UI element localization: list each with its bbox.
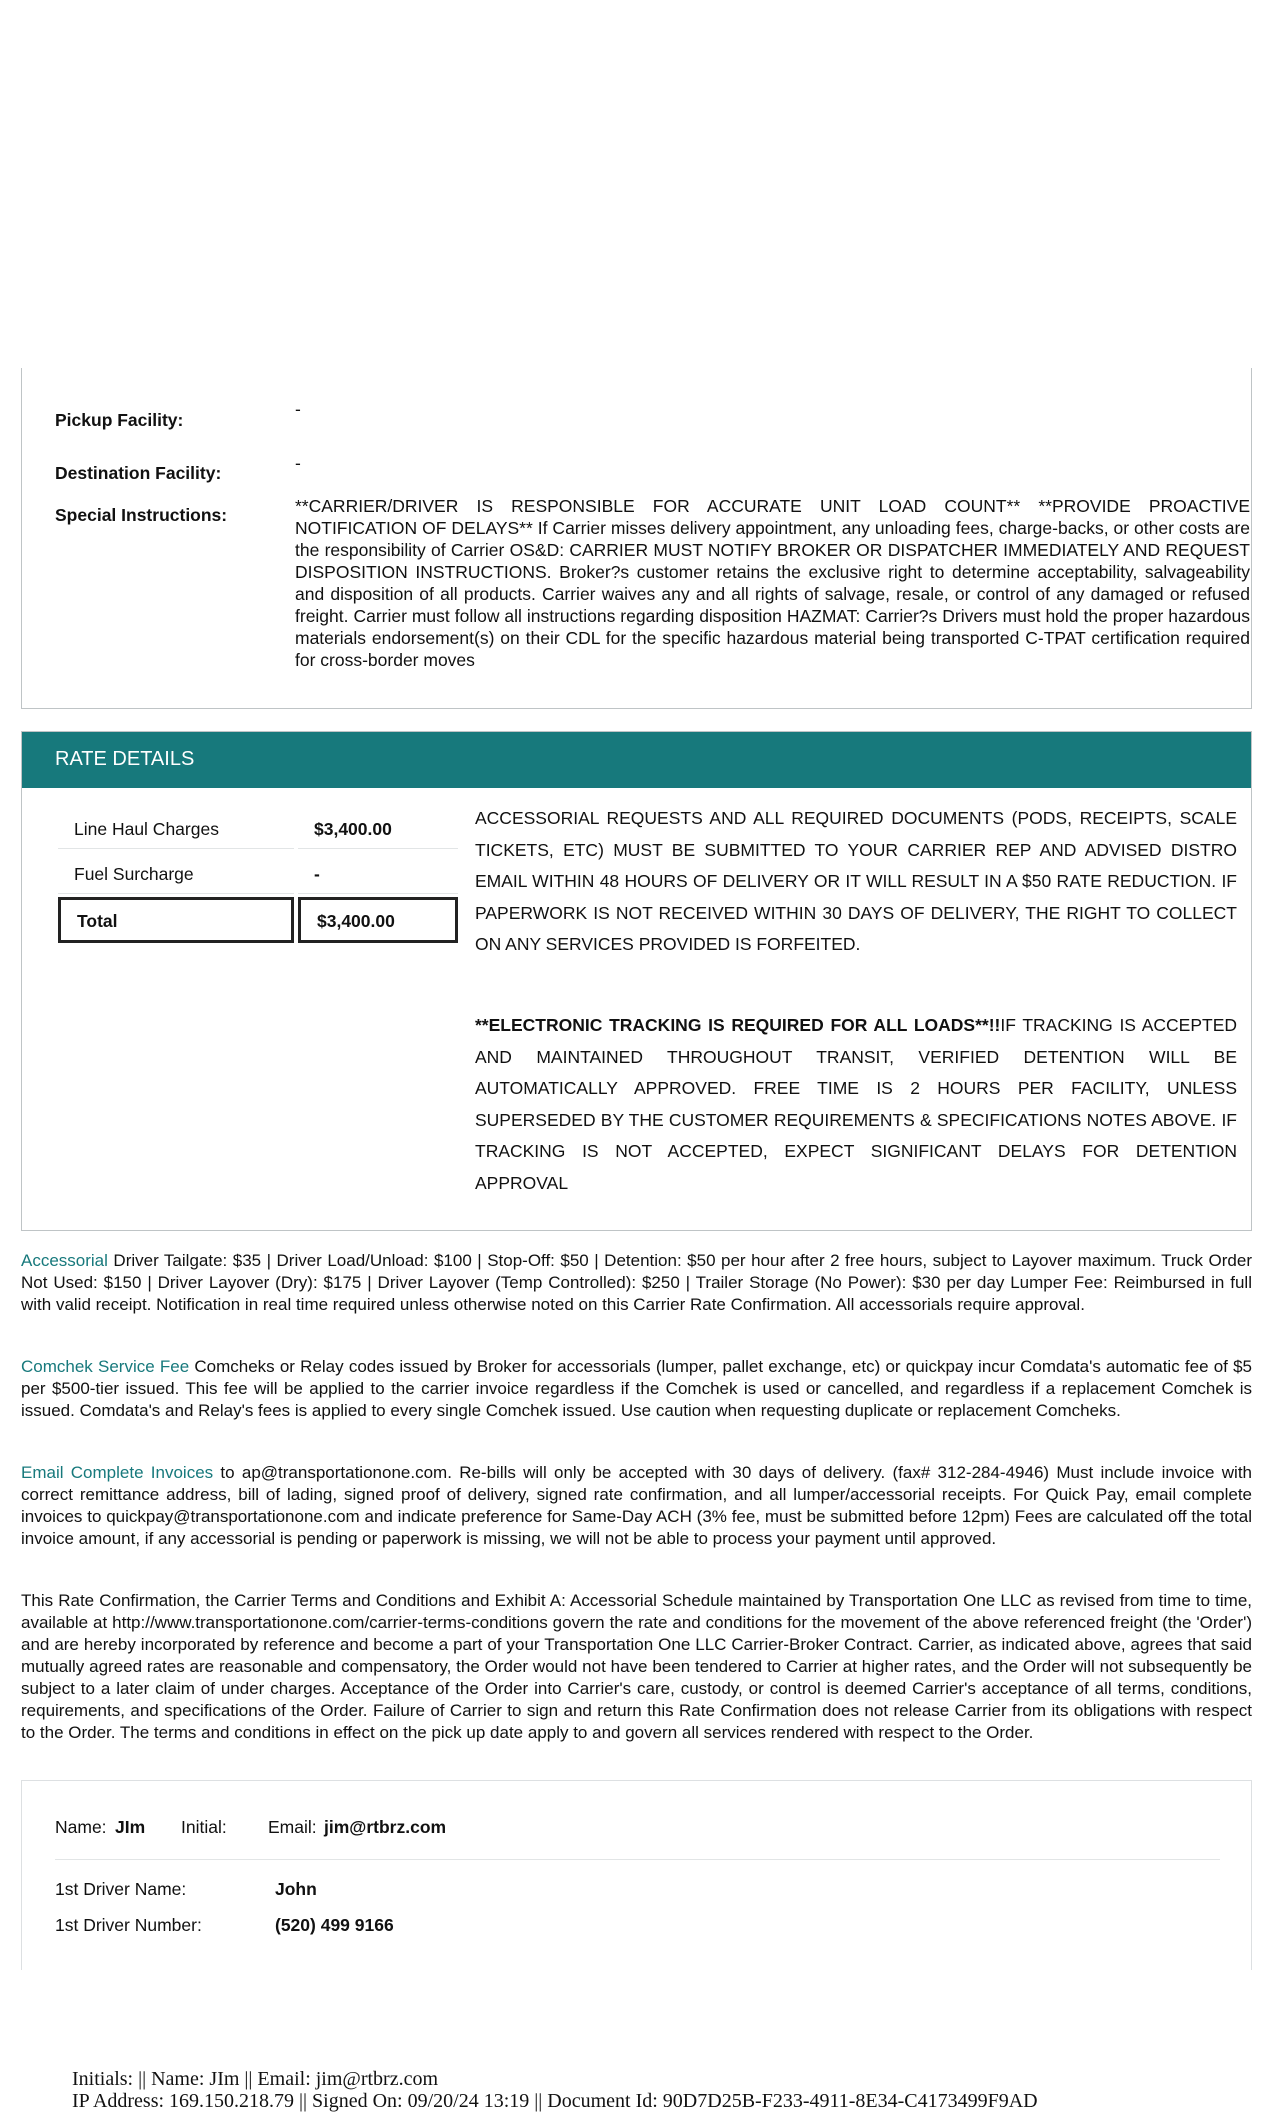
invoice-paragraph bbox=[21, 1462, 1252, 1550]
destination-facility-label: Destination Facility: bbox=[55, 463, 222, 483]
signer-email-label: Email: bbox=[268, 1817, 317, 1837]
signer-name-value: JIm bbox=[115, 1817, 146, 1837]
total-label: Total bbox=[77, 911, 118, 931]
tracking-notice-text: IF TRACKING IS ACCEPTED AND MAINTAINED THROUGHOUT TRANSIT, VERIFIED DETENTION WILL BE AUTOMATICALLY APPROVED. FREE TIME IS 2 HOURS PER FACILITY, UNLESS SUPERSEDED BY THE CUSTOMER REQUIREMENTS & SPECIFICATIONS NOTES ABOVE. IF TRACKING IS NOT ACCEPTED, EXPECT SIGNIFICANT DELAYS FOR DETENTION APPROVAL bbox=[475, 1015, 1238, 1193]
line-haul-value: $3,400.00 bbox=[314, 819, 392, 839]
signer-email-value: jim@rtbrz.com bbox=[324, 1817, 447, 1837]
signer-name-label: Name: bbox=[55, 1817, 107, 1837]
accessorial-paragraph bbox=[21, 1250, 1252, 1316]
facility-section bbox=[21, 368, 1252, 709]
signature-footer bbox=[72, 2068, 1038, 2112]
pickup-facility-value: - bbox=[295, 399, 301, 419]
invoice-title: Email Complete Invoices bbox=[21, 1463, 214, 1482]
fuel-surcharge-value: - bbox=[314, 864, 320, 884]
signature-divider bbox=[55, 1859, 1220, 1860]
special-instructions-label: Special Instructions: bbox=[55, 505, 228, 525]
driver-number-value: (520) 499 9166 bbox=[275, 1915, 394, 1935]
destination-facility-value: - bbox=[295, 453, 301, 473]
accessorial-title: Accessorial bbox=[21, 1251, 108, 1270]
line-haul-row bbox=[58, 808, 458, 848]
driver-number-label: 1st Driver Number: bbox=[55, 1915, 202, 1935]
agreement-paragraph: This Rate Confirmation, the Carrier Terms and Conditions and Exhibit A: Accessorial Schedule maintained by Transportation One LLC as revised from time to time, available at http://www.transportationone.com/carrier-terms-conditions govern the rate and conditions for the movement of the above referenced freight (the 'Order') and are hereby incorporated by reference and become a part of your Transportation One LLC Carrier-Broker Contract. Carrier, as indicated above, agrees that said mutually agreed rates are reasonable and compensatory, the Order would not have been tendered to Carrier at higher rates, and the Order will not subsequently be subject to a later claim of under charges. Acceptance of the Order into Carrier's care, custody, or control is deemed Carrier's acceptance of all terms, conditions, requirements, and specifications of the Order. Failure of Carrier to sign and return this Rate Confirmation does not release Carrier from its obligations with respect to the Order. The terms and conditions in effect on the pick up date apply to and govern all services rendered with respect to the Order. bbox=[21, 1591, 1252, 1742]
accessorial-text: Driver Tailgate: $35 | Driver Load/Unload: $100 | Stop-Off: $50 | Detention: $50 per hour after 2 free hours, subject to Layover maximum. Truck Order Not Used: $150 | Driver Layover (Dry): $175 | Driver Layover (Temp Controlled): $250 | Trailer Storage (No Power): $30 per day Lumper Fee: Reimbursed in full with valid receipt. Notification in real time required unless otherwise noted on this Carrier Rate Confirmation. All accessorials require approval. bbox=[21, 1251, 1252, 1314]
line-haul-label: Line Haul Charges bbox=[74, 819, 219, 839]
comchek-paragraph bbox=[21, 1356, 1252, 1422]
tracking-notice bbox=[475, 1010, 1237, 1199]
signer-initial-label: Initial: bbox=[181, 1817, 227, 1837]
total-row bbox=[58, 897, 458, 937]
driver-name-label: 1st Driver Name: bbox=[55, 1879, 187, 1899]
invoice-text: to ap@transportationone.com. Re-bills will only be accepted with 30 days of delivery. (fax# 312-284-4946) Must include invoice with correct remittance address, bill of lading, signed proof of delivery, signed rate confirmation, and all lumper/accessorial receipts. For Quick Pay, email complete invoices to quickpay@transportationone.com and indicate preference for Same-Day ACH (3% fee, must be submitted before 12pm) Fees are calculated off the total invoice amount, if any accessorial is pending or paperwork is missing, we will not be able to process your payment until approved. bbox=[21, 1463, 1252, 1548]
rate-details-header bbox=[22, 732, 1251, 788]
pickup-facility-label: Pickup Facility: bbox=[55, 410, 184, 430]
driver-name-value: John bbox=[275, 1879, 317, 1899]
special-instructions-value: **CARRIER/DRIVER IS RESPONSIBLE FOR ACCURATE UNIT LOAD COUNT** **PROVIDE PROACTIVE NOTIFICATION OF DELAYS** If Carrier misses delivery appointment, any unloading fees, charge-backs, or other costs are the responsibility of Carrier OS&D: CARRIER MUST NOTIFY BROKER OR DISPATCHER IMMEDIATELY AND REQUEST DISPOSITION INSTRUCTIONS. Broker?s customer retains the exclusive right to determine acceptability, salvageability and disposition of all products. Carrier waives any and all rights of salvage, resale, or control of any damaged or refused freight. Carrier must follow all instructions regarding disposition HAZMAT: Carrier?s Drivers must hold the proper hazardous materials endorsement(s) on their CDL for the specific hazardous material being transported C-TPAT certification required for cross-border moves bbox=[295, 496, 1250, 670]
tracking-notice-bold: **ELECTRONIC TRACKING IS REQUIRED FOR ALL LOADS**!! bbox=[475, 1015, 1001, 1035]
rate-details-title: RATE DETAILS bbox=[55, 748, 195, 770]
total-value: $3,400.00 bbox=[317, 911, 395, 931]
fuel-surcharge-label: Fuel Surcharge bbox=[74, 864, 194, 884]
accessorial-notice: ACCESSORIAL REQUESTS AND ALL REQUIRED DOCUMENTS (PODS, RECEIPTS, SCALE TICKETS, ETC) MUST BE SUBMITTED TO YOUR CARRIER REP AND ADVISED DISTRO EMAIL WITHIN 48 HOURS OF DELIVERY OR IT WILL RESULT IN A $50 RATE REDUCTION. IF PAPERWORK IS NOT RECEIVED WITHIN 30 DAYS OF DELIVERY, THE RIGHT TO COLLECT ON ANY SERVICES PROVIDED IS FORFEITED. bbox=[475, 808, 1237, 954]
comchek-text: Comcheks or Relay codes issued by Broker for accessorials (lumper, pallet exchange, etc) or quickpay incur Comdata's automatic fee of $5 per $500-tier issued. This fee will be applied to the carrier invoice regardless if the Comchek is used or cancelled, and regardless if a replacement Comchek is issued. Comdata's and Relay's fees is applied to every single Comchek issued. Use caution when requesting duplicate or replacement Comcheks. bbox=[21, 1357, 1252, 1420]
rate-details-section bbox=[21, 731, 1252, 1231]
fuel-surcharge-row bbox=[58, 853, 458, 893]
comchek-title: Comchek Service Fee bbox=[21, 1357, 190, 1376]
signature-section bbox=[21, 1780, 1252, 1970]
footer-line-1: Initials: || Name: JIm || Email: jim@rtbrz.com bbox=[72, 2068, 439, 2090]
footer-line-2: IP Address: 169.150.218.79 || Signed On: 09/20/24 13:19 || Document Id: 90D7D25B-F233-4911-8E34-C4173499F9AD bbox=[72, 2090, 1038, 2112]
